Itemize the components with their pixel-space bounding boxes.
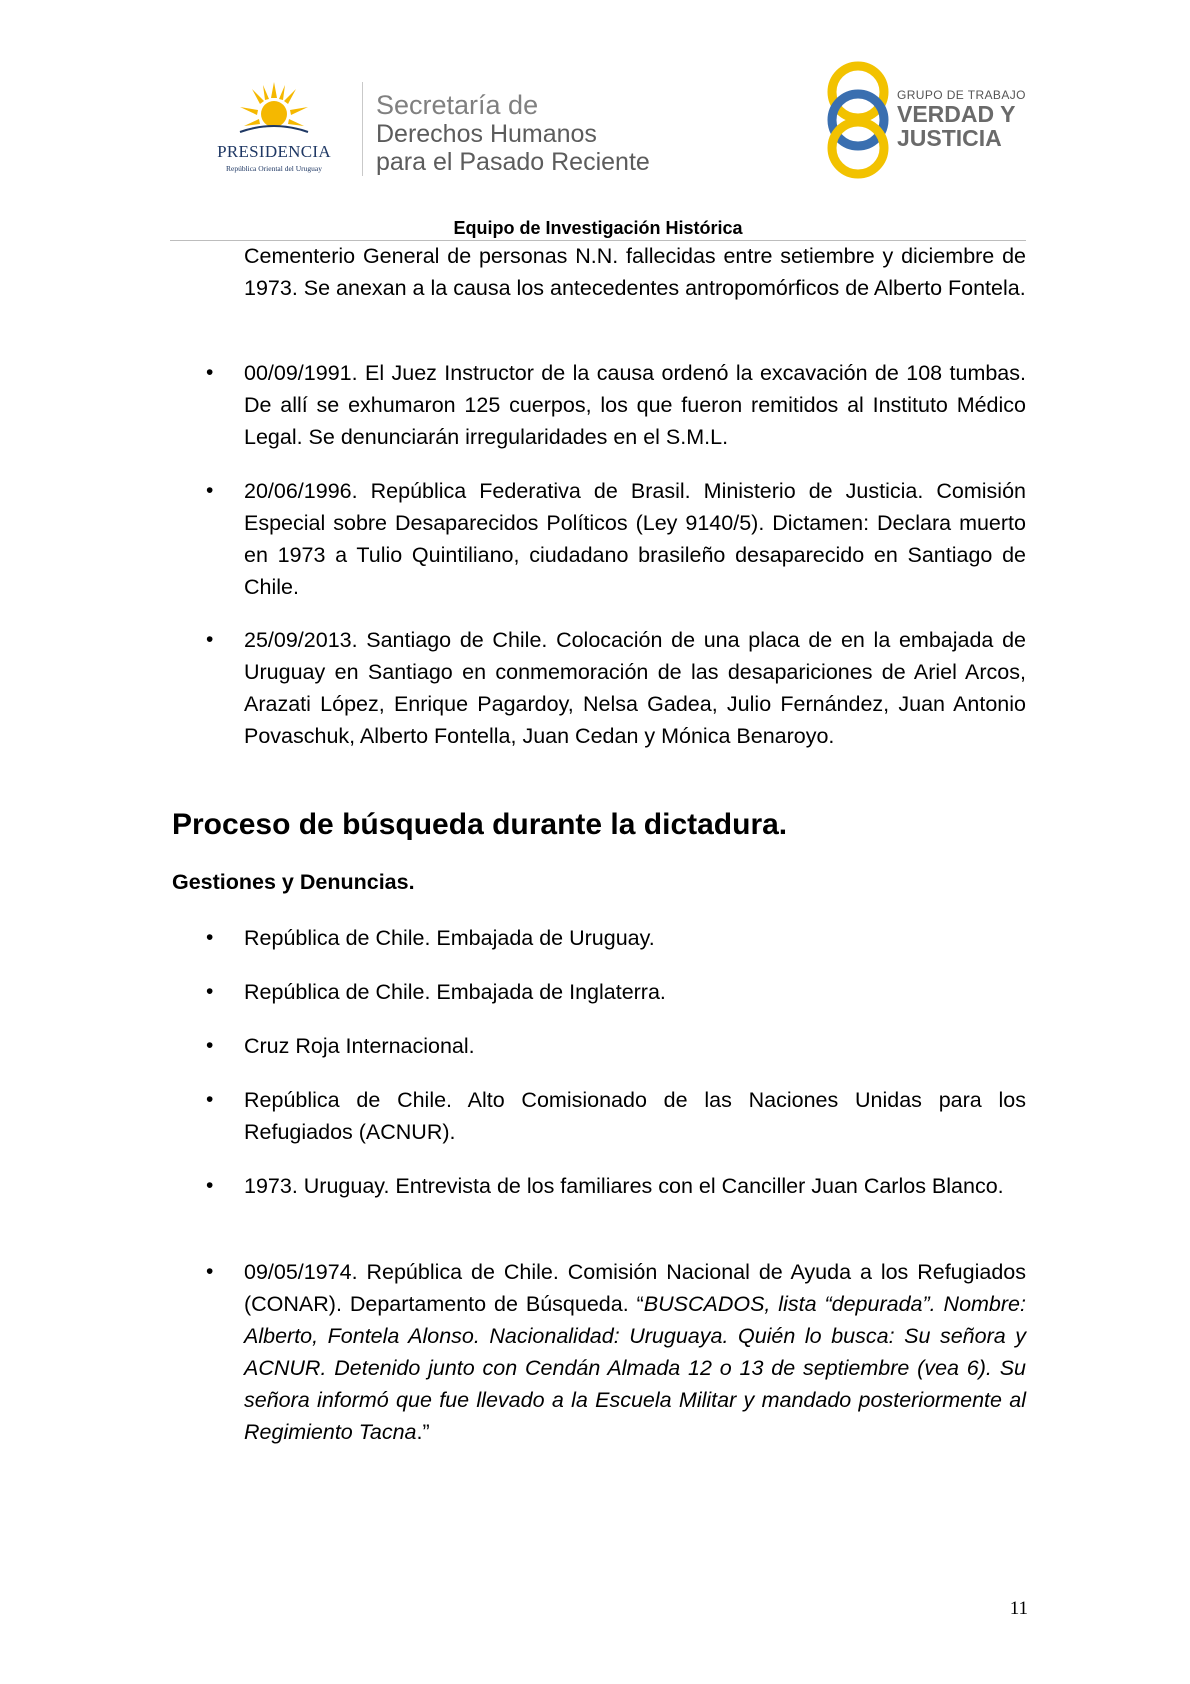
list-item: República de Chile. Embajada de Inglaterra.	[244, 980, 666, 1004]
section-title: Proceso de búsqueda durante la dictadura.	[172, 808, 788, 841]
secretaria-line-2: Derechos Humanos	[376, 120, 597, 148]
presidencia-name: PRESIDENCIA	[217, 142, 331, 161]
presidencia-subtitle: República Oriental del Uruguay	[225, 164, 322, 173]
presidencia-logo	[196, 80, 352, 176]
list-item-conar	[244, 1256, 1026, 1448]
secretaria-line-1: Secretaría de	[376, 90, 539, 120]
bullet: •	[206, 361, 214, 384]
page-number: 11	[1009, 1598, 1028, 1619]
conar-plain-text: 09/05/1974. República de Chile. Comisión Nacional de Ayuda a los Refugiados (CONAR). Departamento de Búsqueda. “	[244, 1260, 1026, 1316]
bullet: •	[206, 1088, 214, 1111]
bullet: •	[206, 1034, 214, 1057]
secretaria-logo-text	[376, 90, 650, 176]
grupo-label: GRUPO DE TRABAJO	[897, 88, 1026, 102]
list-item: 20/06/1996. República Federativa de Brasil. Ministerio de Justicia. Comisión Especial sobre Desaparecidos Políticos (Ley 9140/5). Dictamen: Declara muerto en 1973 a Tulio Quintiliano, ciudadano brasileño desaparecido en Santiago de Chile.	[244, 479, 1026, 599]
bullet: •	[206, 479, 214, 502]
team-header: Equipo de Investigación Histórica	[453, 218, 743, 238]
list-item: Cruz Roja Internacional.	[244, 1034, 475, 1058]
list-item: República de Chile. Alto Comisionado de las Naciones Unidas para los Refugiados (ACNUR).	[244, 1088, 1026, 1144]
list-item: 25/09/2013. Santiago de Chile. Colocación de una placa de en la embajada de Uruguay en Santiago en conmemoración de las desapariciones de Ariel Arcos, Arazati López, Enrique Pagardoy, Nelsa Gadea, Julio Fernández, Juan Antonio Povaschuk, Alberto Fontella, Juan Cedan y Mónica Benaroyo.	[244, 628, 1026, 748]
verdad-justicia-logo	[822, 58, 1032, 183]
sun-icon	[236, 80, 312, 140]
bullet: •	[206, 980, 214, 1003]
intro-paragraph: Cementerio General de personas N.N. fallecidas entre setiembre y diciembre de 1973. Se anexan a la causa los antecedentes antropomórficos de Alberto Fontela.	[244, 244, 1026, 300]
bullet: •	[206, 628, 214, 651]
bullet: •	[206, 926, 214, 949]
list-item: República de Chile. Embajada de Uruguay.	[244, 926, 655, 950]
conar-quote-text: BUSCADOS, lista “depurada”. Nombre: Alberto, Fontela Alonso. Nacionalidad: Uruguaya. Quién lo busca: Su señora y ACNUR. Detenido junto con Cendán Almada 12 o 13 de septiembre (vea 6). Su señora informó que fue llevado a la Escuela Militar y mandado posteriormente al Regimiento Tacna	[244, 1292, 1026, 1444]
bullet: •	[206, 1260, 214, 1283]
subsection-title: Gestiones y Denuncias.	[172, 870, 415, 894]
verdad-label: VERDAD Y	[897, 101, 1016, 127]
bullet: •	[206, 1174, 214, 1197]
justicia-label: JUSTICIA	[897, 125, 1002, 151]
secretaria-line-3: para el Pasado Reciente	[376, 148, 650, 176]
rings-icon	[822, 58, 894, 183]
conar-end-text: .”	[416, 1420, 430, 1444]
list-item: 00/09/1991. El Juez Instructor de la causa ordenó la excavación de 108 tumbas. De allí se exhumaron 125 cuerpos, los que fueron remitidos al Instituto Médico Legal. Se denunciarán irregularidades en el S.M.L.	[244, 361, 1026, 449]
list-item: 1973. Uruguay. Entrevista de los familiares con el Canciller Juan Carlos Blanco.	[244, 1174, 1004, 1198]
header-divider	[362, 82, 363, 176]
